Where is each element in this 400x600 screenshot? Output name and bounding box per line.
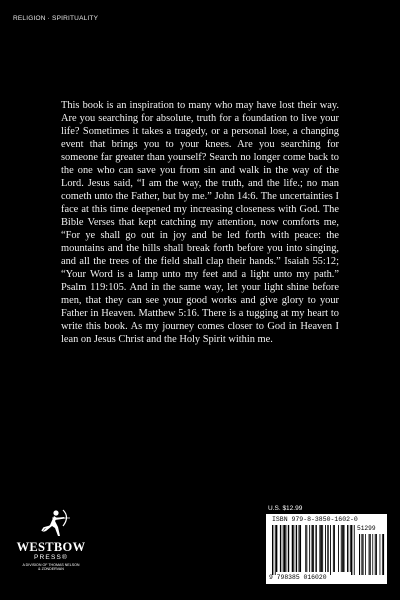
category-label: RELIGION · SPIRITUALITY: [13, 15, 99, 22]
barcode-bar: [288, 525, 289, 572]
barcode-bar: [312, 525, 313, 572]
barcode-bar: [300, 525, 301, 572]
barcode-bar: [347, 525, 348, 572]
barcode-bar: [338, 525, 339, 572]
barcode-bar: [333, 525, 334, 572]
barcode-bar: [341, 525, 342, 572]
barcode-addon-bar: [383, 534, 384, 575]
publisher-division-line1: A DIVISION OF THOMAS NELSON: [22, 563, 80, 567]
archer-icon: [10, 508, 92, 542]
publisher-logo: [10, 508, 92, 583]
barcode-bar: [284, 525, 285, 572]
barcode-addon-bar: [359, 534, 360, 575]
barcode-bar: [276, 525, 277, 572]
barcode-bar: [313, 525, 314, 572]
barcode-bar: [305, 525, 306, 572]
barcode-bar: [325, 525, 326, 572]
barcode-addon-bar: [361, 534, 362, 575]
barcode-bar: [293, 525, 294, 572]
barcode-bar: [296, 525, 297, 572]
barcode-bar: [322, 525, 323, 572]
barcode-addon-bar: [375, 534, 376, 575]
barcode-addon-bar: [376, 534, 377, 575]
barcode-bar: [315, 525, 316, 572]
barcode-bar: [354, 525, 355, 575]
barcode-addon-bar: [363, 534, 364, 575]
barcode-bar: [280, 525, 281, 572]
isbn-label: ISBN 979-8-3850-1602-0: [272, 516, 358, 523]
barcode-bar: [309, 525, 310, 572]
barcode-main-number: 9 798385 016020: [269, 574, 327, 581]
barcode-addon-bar: [369, 534, 370, 575]
barcode-addon-bar: [370, 534, 371, 575]
price-label: U.S. $12.99: [268, 505, 303, 512]
barcode-bar: [334, 525, 335, 572]
barcode-bar: [350, 525, 351, 572]
publisher-division: [10, 563, 92, 572]
barcode-bar: [343, 525, 344, 572]
barcode-bar: [327, 525, 328, 572]
publisher-press-label: PRESS®: [33, 554, 69, 561]
barcode-bar: [321, 525, 322, 572]
back-cover-blurb: This book is an inspiration to many who may have lost their way. Are you searching for absolute, truth for a foundation to live your life? Sometimes it takes a tragedy, or a personal lose, a changing event that brings you to your knees. Are you searching for someone far greater than yourself? Search no longer come back to the one who can save you from sin and walk in the way of the Lord. Jesus said, “I am the way, the truth, and the life.; no man cometh unto the Father, but by me.” John 14:6. The uncertainties I face at this time deepened my increasing closeness with God. The Bible Verses that kept catching my attention, now comforts me, “For ye shall go out in joy and be led forth with peace: the mountains and the hills shall break forth before you into singing, and all the trees of the field shall clap their hands.” Isaiah 55:12; “Your Word is a lamp unto my feet and a light unto my path.” Psalm 119:105. And in the same way, let your light shine before men, that they can see your good works and give glory to your Father in Heaven. Matthew 5:16. There is a tugging at my heart to write this book. As my journey comes closer to God in Heaven I lean on Jesus Christ and the Holy Spirit within me.: [61, 100, 339, 345]
barcode-bar: [275, 525, 276, 575]
barcode-bar: [319, 525, 320, 572]
barcode-addon-bar: [365, 534, 366, 575]
barcode-bar: [330, 525, 331, 575]
barcode-addon-bar: [380, 534, 381, 575]
barcode-bar: [306, 525, 307, 572]
barcode-panel: [266, 514, 387, 584]
barcode-bar: [286, 525, 287, 572]
publisher-name: WESTBOW: [16, 540, 86, 554]
barcode-addon-bar: [372, 534, 373, 575]
barcode-addon-number: 51299: [357, 525, 376, 532]
barcode-addon-bar: [382, 534, 383, 575]
barcode-bar: [292, 525, 293, 572]
barcode-bar: [351, 525, 352, 575]
barcode-bar: [272, 525, 273, 575]
barcode-bar: [283, 525, 284, 572]
barcode-bar: [299, 525, 300, 572]
publisher-division-line2: & ZONDERVAN: [38, 567, 64, 572]
barcode-bar: [342, 525, 343, 572]
barcode: [270, 525, 385, 577]
